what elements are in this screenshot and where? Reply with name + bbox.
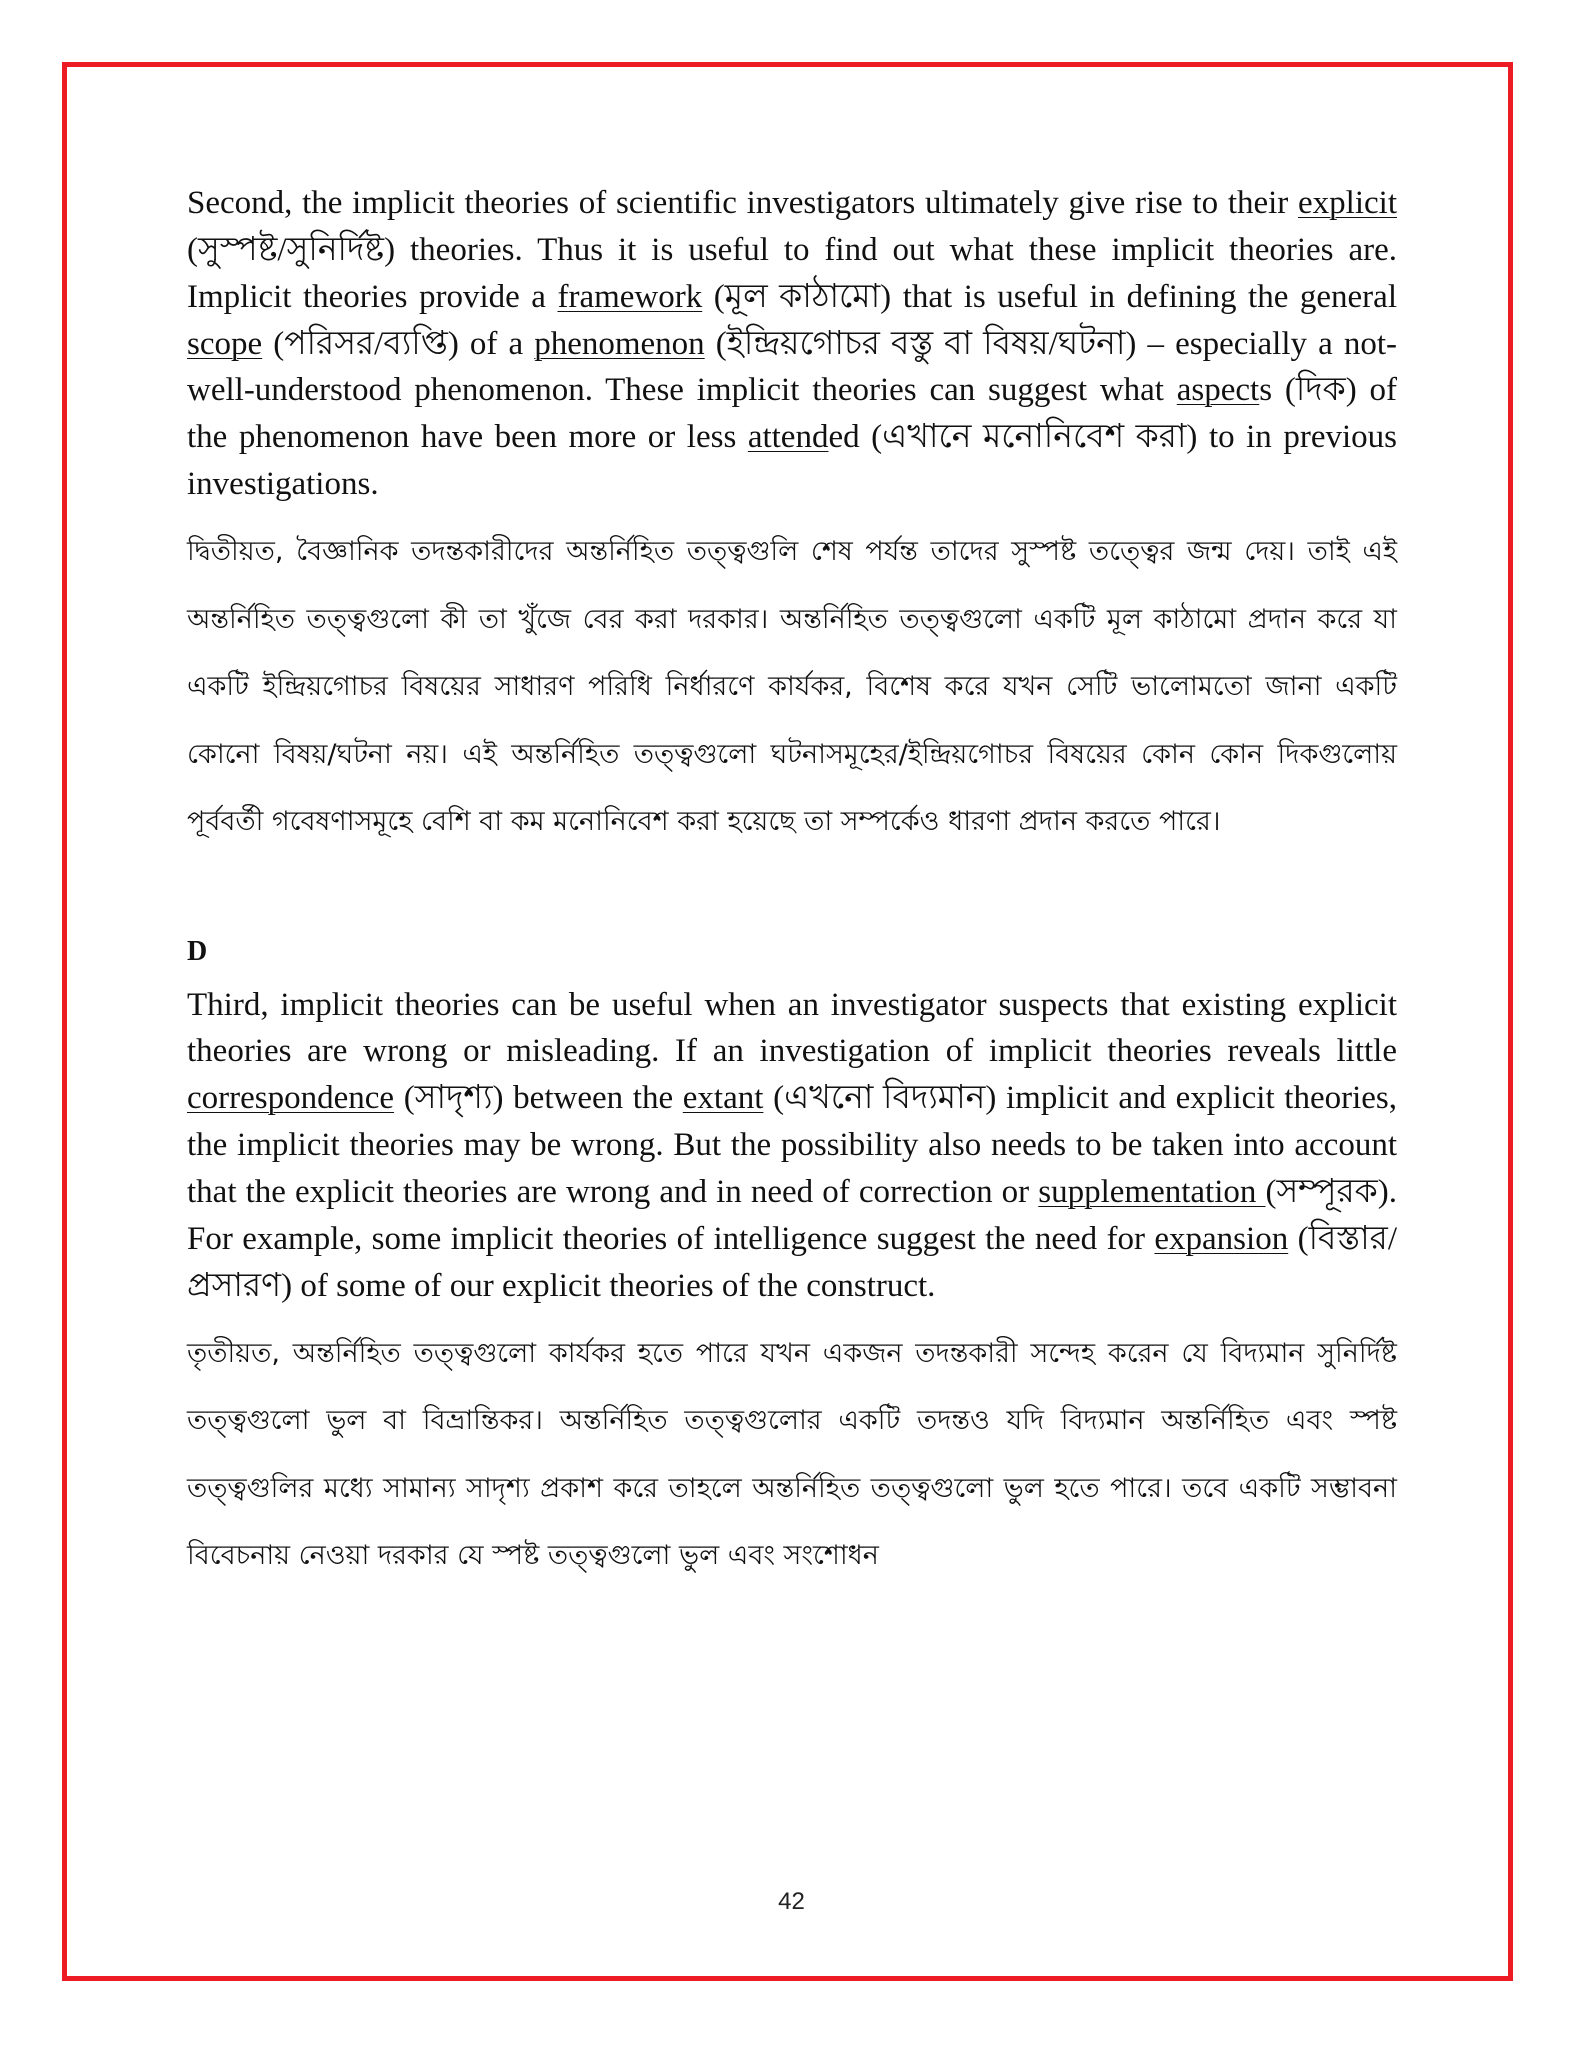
page-number: 42	[778, 1888, 805, 1915]
underlined-term: supplementation	[1038, 1173, 1266, 1210]
paragraph-bengali-2: তৃতীয়ত, অন্তর্নিহিত তত্ত্বগুলো কার্যকর হতে পারে যখন একজন তদন্তকারী সন্দেহ করেন যে বিদ্যমান সুনির্দিষ্ট তত্ত্বগুলো ভুল বা বিভ্রান্তিকর। অন্তর্নিহিত তত্ত্বগুলোর একটি তদন্তও যদি বিদ্যমান অন্তর্নিহিত এবং স্পষ্ট তত্ত্বগুলির মধ্যে সামান্য সাদৃশ্য প্রকাশ করে তাহলে অন্তর্নিহিত তত্ত্বগুলো ভুল হতে পারে। তবে একটি সম্ভাবনা বিবেচনায় নেওয়া দরকার যে স্পষ্ট তত্ত্বগুলো ভুল এবং সংশোধন	[187, 1337, 1397, 1572]
underlined-term: correspondence	[187, 1080, 395, 1117]
underlined-term: phenomenon	[534, 325, 705, 362]
underlined-term: attend	[747, 419, 829, 456]
paragraph-english-1: Second, the implicit theories of scientific investigators ultimately give rise to their explicit (সুস্পষ্ট/সুনির্দিষ্ট) theories. Thus it is useful to find out what these implicit theories are. Implicit theories provide a framework (মূল কাঠামো) that is useful in defining the general scope (পরিসর/ব্যপ্তি) of a phenomenon (ইন্দ্রিয়গোচর বস্তু বা বিষয়/ঘটনা) – especially a not-well-understood phenomenon. These implicit theories can suggest what aspects (দিক) of the phenomenon have been more or less attended (এখানে মনোনিবেশ করা) to in previous investigations.	[187, 185, 1397, 503]
underlined-term: expansion	[1154, 1220, 1289, 1257]
page-content	[187, 180, 1397, 1590]
underlined-term: aspect	[1176, 372, 1260, 409]
underlined-term: extant	[682, 1080, 764, 1117]
paragraph-english-2: Third, implicit theories can be useful when an investigator suspects that existing explicit theories are wrong or misleading. If an investigation of implicit theories reveals little correspondence (সাদৃশ্য) between the extant (এখনো বিদ্যমান) implicit and explicit theories, the implicit theories may be wrong. But the possibility also needs to be taken into account that the explicit theories are wrong and in need of correction or supplementation (সম্পূরক). For example, some implicit theories of intelligence suggest the need for expansion (বিস্তার/প্রসারণ) of some of our explicit theories of the construct.	[187, 986, 1398, 1304]
underlined-term: scope	[187, 325, 263, 362]
underlined-term: explicit	[1298, 185, 1397, 221]
section-heading: D	[187, 935, 208, 967]
underlined-term: framework	[557, 278, 703, 315]
paragraph-bengali-1: দ্বিতীয়ত, বৈজ্ঞানিক তদন্তকারীদের অন্তর্নিহিত তত্ত্বগুলি শেষ পর্যন্ত তাদের সুস্পষ্ট তত্ত্বের জন্ম দেয়। তাই এই অন্তর্নিহিত তত্ত্বগুলো কী তা খুঁজে বের করা দরকার। অন্তর্নিহিত তত্ত্বগুলো একটি মূল কাঠামো প্রদান করে যা একটি ইন্দ্রিয়গোচর বিষয়ের সাধারণ পরিধি নির্ধারণে কার্যকর, বিশেষ করে যখন সেটি ভালোমতো জানা একটি কোনো বিষয়/ঘটনা নয়। এই অন্তর্নিহিত তত্ত্বগুলো ঘটনাসমূহের/ইন্দ্রিয়গোচর বিষয়ের কোন কোন দিকগুলোয় পূর্ববর্তী গবেষণাসমূহে বেশি বা কম মনোনিবেশ করা হয়েছে তা সম্পর্কেও ধারণা প্রদান করতে পারে।	[187, 536, 1397, 838]
